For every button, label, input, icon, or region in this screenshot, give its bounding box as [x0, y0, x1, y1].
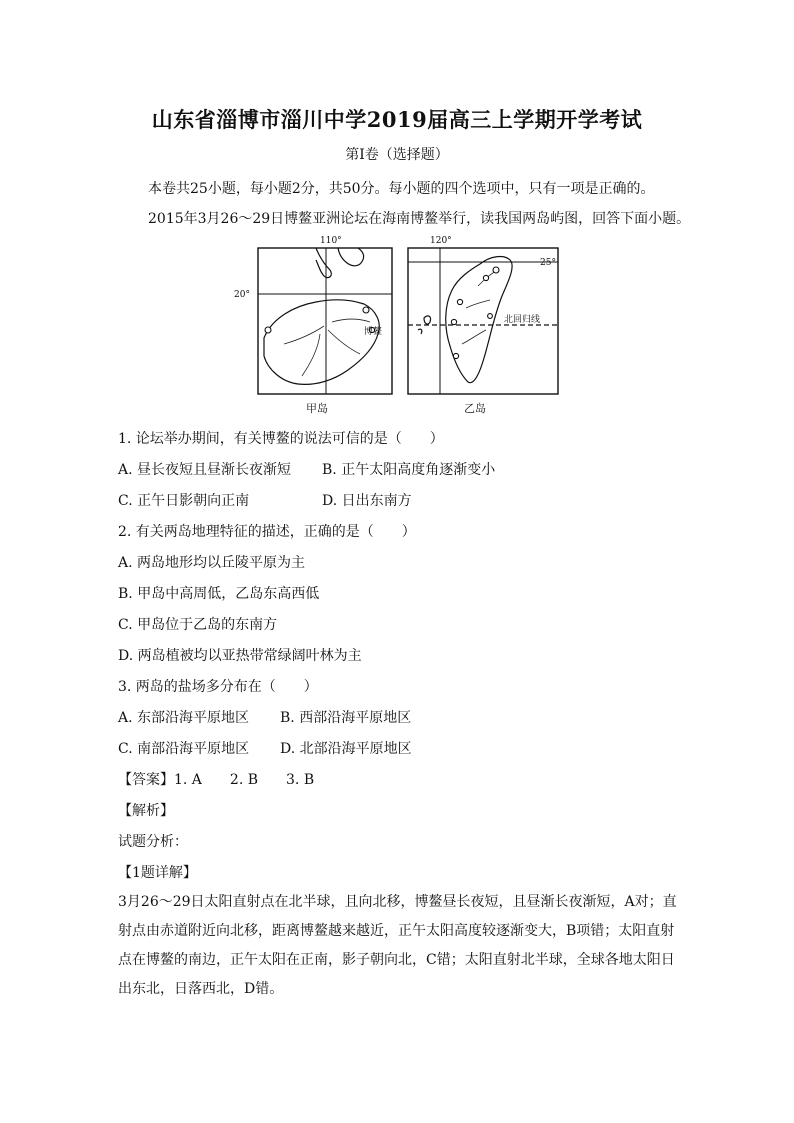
map-yi-caption: 乙岛 — [464, 402, 486, 415]
question-2-option-c: C. 甲岛位于乙岛的东南方 — [118, 617, 278, 633]
map-jia-river — [328, 330, 360, 354]
map-yi-islet — [424, 316, 431, 324]
instructions: 本卷共25小题，每小题2分，共50分。每小题的四个选项中，只有一项是正确的。 — [148, 181, 655, 197]
question-1-option-c: C. 正午日影朝向正南 — [118, 493, 250, 509]
answer-line: 【答案】1. A 2. B 3. B — [118, 772, 315, 788]
map-yi-lon-label: 120° — [430, 236, 452, 246]
detail-header: 【1题详解】 — [118, 865, 197, 881]
island-maps-figure — [228, 230, 564, 420]
question-group-stem: 2015年3月26～29日博鳌亚洲论坛在海南博鳌举行，读我国两岛屿图，回答下面小题。 — [148, 211, 691, 227]
map-yi-city-marker — [453, 353, 458, 358]
map-yi-lat-label: 25° — [540, 258, 556, 268]
analysis-header: 【解析】 — [118, 803, 174, 819]
detail-text: 3月26～29日太阳直射点在北半球，且向北移，博鳌昼长夜短，且昼渐长夜渐短，A对；直射点由赤道附近向北移，距离博鳌越来越近，正午太阳高度较逐渐变大，B项错；太阳直射点在博鳌的南边，正午太阳在正南，影子朝向北，C错；太阳直射北半球，全球各地太阳日出东北，日落西北，D错。 — [118, 894, 677, 997]
map-jia-lon-label: 110° — [320, 236, 342, 246]
question-1-option-d: D. 日出东南方 — [322, 493, 412, 509]
map-jia-lat-label: 20° — [234, 290, 250, 300]
question-1-option-b: B. 正午太阳高度角逐渐变小 — [322, 462, 496, 478]
map-yi-tropic-label: 北回归线 — [504, 315, 541, 325]
question-2-option-b: B. 甲岛中高周低，乙岛东高西低 — [118, 586, 320, 602]
map-yi-city-marker — [457, 299, 462, 304]
question-3-option-b: B. 西部沿海平原地区 — [280, 710, 412, 726]
map-jia-river — [302, 334, 320, 376]
map-jia-river — [332, 319, 370, 322]
question-3-stem: 3. 两岛的盐场多分布在（ ） — [118, 679, 318, 695]
question-2-option-d: D. 两岛植被均以亚热带常绿阔叶林为主 — [118, 648, 362, 664]
analysis-intro: 试题分析： — [118, 834, 188, 850]
map-yi-city-marker — [451, 319, 456, 324]
map-yi-city-marker — [483, 275, 488, 280]
question-3-option-c: C. 南部沿海平原地区 — [118, 741, 250, 757]
question-3-option-d: D. 北部沿海平原地区 — [280, 741, 412, 757]
map-jia-place-label: 博鳌 — [364, 327, 383, 337]
question-1-stem: 1. 论坛举办期间，有关博鳌的说法可信的是（ ） — [118, 431, 444, 447]
map-jia-peninsula-coast — [338, 248, 364, 266]
map-jia-city-marker — [265, 327, 271, 333]
map-yi-islet — [418, 329, 422, 334]
page-title: 山东省淄博市淄川中学2019届高三上学期开学考试 — [151, 107, 643, 132]
question-1-option-a: A. 昼长夜短且昼渐长夜渐短 — [118, 462, 292, 478]
question-2-option-a: A. 两岛地形均以丘陵平原为主 — [118, 555, 306, 571]
map-jia-city-marker — [363, 307, 369, 313]
map-jia-island-outline — [264, 300, 379, 385]
map-yi-city-marker — [493, 267, 499, 273]
map-jia-river — [284, 326, 324, 344]
map-yi-city-marker — [488, 314, 493, 319]
map-jia-mainland-coast — [316, 248, 331, 278]
map-yi-river — [466, 300, 490, 308]
map-jia-caption: 甲岛 — [306, 402, 328, 415]
question-3-option-a: A. 东部沿海平原地区 — [118, 710, 250, 726]
map-yi-river — [462, 330, 486, 344]
map-jia — [234, 236, 392, 415]
map-jia-frame — [258, 248, 392, 394]
section-title: 第Ⅰ卷（选择题） — [345, 147, 449, 163]
map-yi — [408, 236, 558, 415]
question-2-stem: 2. 有关两岛地理特征的描述，正确的是（ ） — [118, 524, 416, 540]
